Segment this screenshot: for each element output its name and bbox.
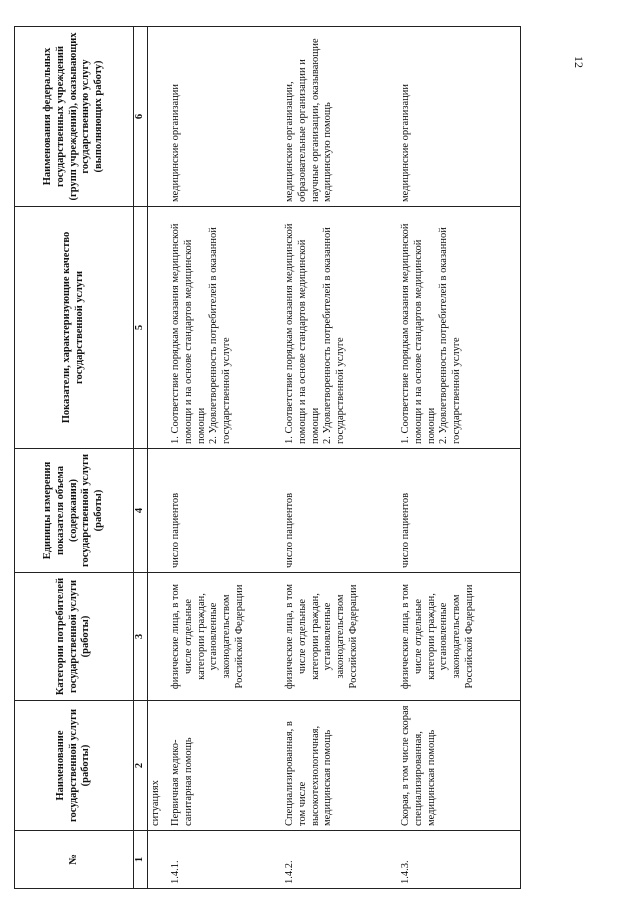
header-volume-unit: Единицы измерения показателя объема (содержания) государственной услуги (работы) <box>15 449 134 573</box>
quality-indicators: 1. Соответствие порядкам оказания медицинской помощи и на основе стандартов медицинской помощи 2. Удовлетворенность потребителей в оказанной государственной услуге <box>168 207 282 449</box>
institutions: медицинские организации <box>168 27 282 207</box>
quality-indicators: 1. Соответствие порядкам оказания медицинской помощи и на основе стандартов медицинской помощи 2. Удовлетворенность потребителей в оказанной государственной услуге <box>282 207 398 449</box>
column-number: 3 <box>134 573 148 701</box>
continuation-text: ситуациях <box>148 701 169 831</box>
table-row <box>168 27 282 889</box>
continuation-row <box>148 27 169 889</box>
header-institutions: Наименования федеральных государственных учреждений (групп учреждений), оказывающих государственную услугу (выполняющих работу) <box>15 27 134 207</box>
table-row <box>282 27 398 889</box>
services-table <box>14 26 521 889</box>
row-number: 1.4.3. <box>398 831 521 889</box>
page-number: 12 <box>572 56 586 68</box>
header-number: № <box>15 831 134 889</box>
document-sheet <box>14 27 480 889</box>
service-name: Специализированная, в том числе высокотехнологичная, медицинская помощь <box>282 701 398 831</box>
header-consumer-category: Категории потребителей государственной услуги (работы) <box>15 573 134 701</box>
institutions: медицинские организации <box>398 27 521 207</box>
row-number: 1.4.1. <box>168 831 282 889</box>
row-number: 1.4.2. <box>282 831 398 889</box>
column-number: 6 <box>134 27 148 207</box>
header-quality-indicators: Показатели, характеризующие качество государственной услуги <box>15 207 134 449</box>
consumer-category: физические лица, в том числе отдельные категории граждан, установленные законодательством Российской Федерации <box>398 573 521 701</box>
service-name: Скорая, в том числе скорая специализированная, медицинская помощь <box>398 701 521 831</box>
consumer-category: физические лица, в том числе отдельные категории граждан, установленные законодательством Российской Федерации <box>168 573 282 701</box>
volume-unit: число пациентов <box>398 449 521 573</box>
column-number: 5 <box>134 207 148 449</box>
column-number-row <box>134 27 148 889</box>
column-number: 4 <box>134 449 148 573</box>
column-number: 2 <box>134 701 148 831</box>
institutions: медицинские организации, образовательные организации и научные организации, оказывающие медицинскую помощь <box>282 27 398 207</box>
column-number: 1 <box>134 831 148 889</box>
volume-unit: число пациентов <box>282 449 398 573</box>
table-row <box>398 27 521 889</box>
header-service-name: Наименование государственной услуги (работы) <box>15 701 134 831</box>
consumer-category: физические лица, в том числе отдельные категории граждан, установленные законодательством Российской Федерации <box>282 573 398 701</box>
quality-indicators: 1. Соответствие порядкам оказания медицинской помощи и на основе стандартов медицинской помощи 2. Удовлетворенность потребителей в оказанной государственной услуге <box>398 207 521 449</box>
volume-unit: число пациентов <box>168 449 282 573</box>
header-row <box>15 27 134 889</box>
service-name: Первичная медико-санитарная помощь <box>168 701 282 831</box>
